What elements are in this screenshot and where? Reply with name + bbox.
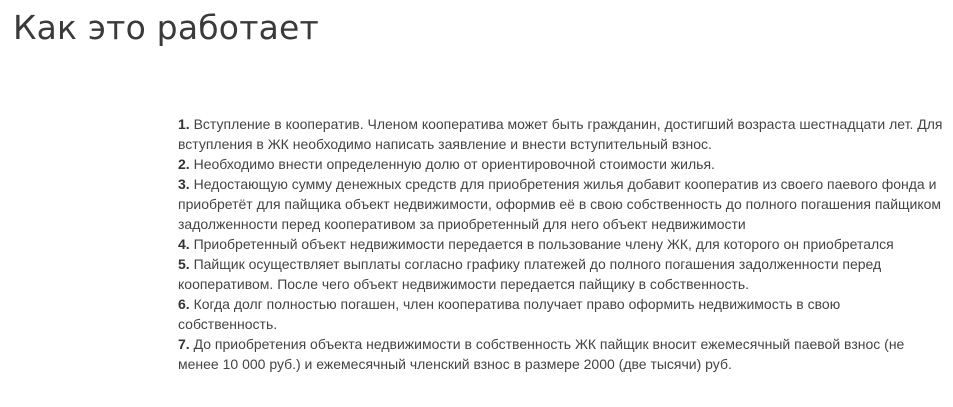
step-number: 4. [178, 236, 190, 252]
step-number: 7. [178, 336, 190, 352]
step-text: Необходимо внести определенную долю от ориентировочной стоимости жилья. [193, 156, 715, 172]
step-text: До приобретения объекта недвижимости в собственность ЖК пайщик вносит ежемесячный паевой взнос (не менее 10 000 руб.) и ежемесячный членский взнос в размере 2000 (две тысячи) руб. [178, 336, 905, 372]
step-number: 6. [178, 296, 190, 312]
step-number: 1. [178, 116, 190, 132]
step-item [178, 114, 943, 154]
step-item [178, 254, 943, 294]
page-title: Как это работает [13, 8, 319, 47]
step-text: Когда долг полностью погашен, член кооператива получает право оформить недвижимость в свою собственность. [178, 296, 841, 332]
step-text: Недостающую сумму денежных средств для приобретения жилья добавит кооператив из своего паевого фонда и приобретёт для пайщика объект недвижимости, оформив её в свою собственность до полного погашения пайщиком задолженности перед кооперативом за приобретенный для него объект недвижимости [178, 176, 942, 232]
step-text: Вступление в кооператив. Членом кооператива может быть гражданин, достигший возраста шестнадцати лет. Для вступления в ЖК необходимо написать заявление и внести вступительный взнос. [178, 116, 943, 152]
step-text: Пайщик осуществляет выплаты согласно графику платежей до полного погашения задолженности перед кооперативом. После чего объект недвижимости передается пайщику в собственность. [178, 256, 882, 292]
step-item [178, 174, 943, 234]
step-number: 3. [178, 176, 190, 192]
step-item [178, 154, 943, 174]
step-number: 5. [178, 256, 190, 272]
step-item [178, 234, 943, 254]
step-item [178, 294, 943, 334]
step-item [178, 334, 943, 374]
step-number: 2. [178, 156, 190, 172]
steps-list [178, 114, 943, 374]
step-text: Приобретенный объект недвижимости передается в пользование члену ЖК, для которого он приобретался [193, 236, 894, 252]
